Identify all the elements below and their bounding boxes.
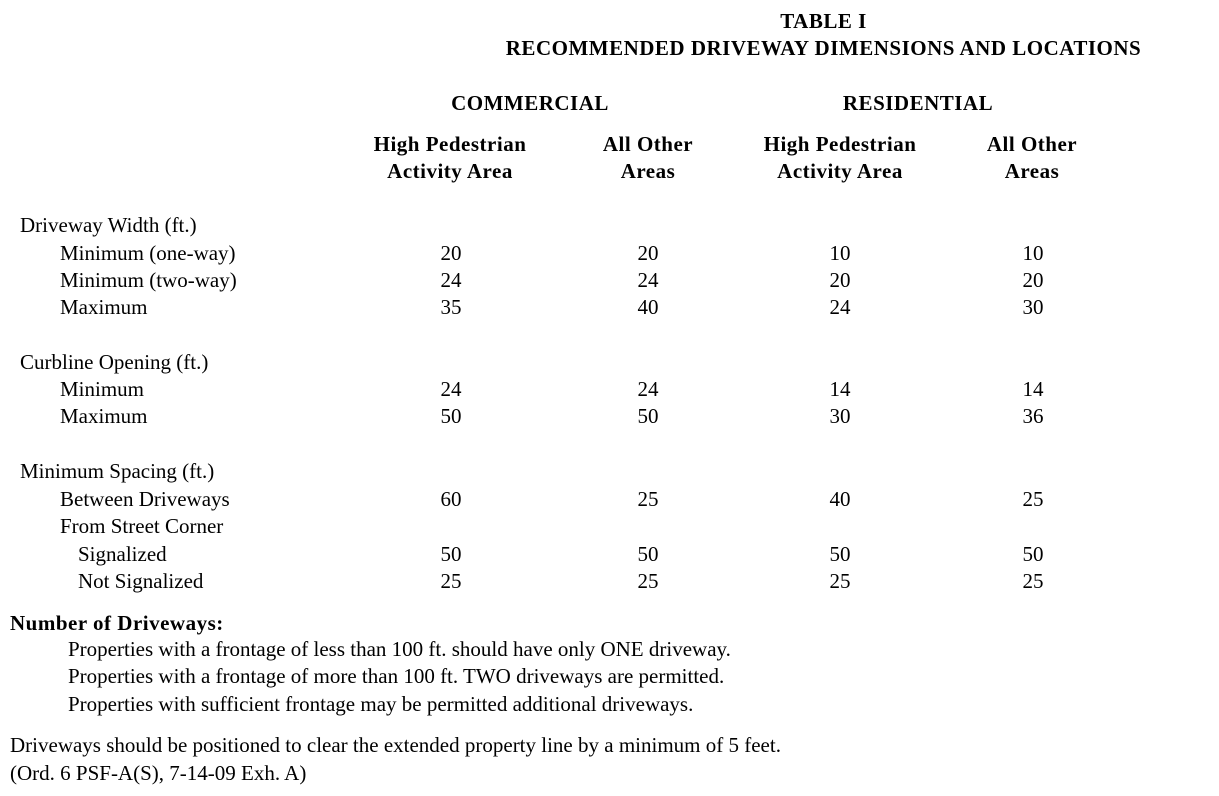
table-cell: 24: [440, 377, 462, 401]
row-label: Signalized: [78, 542, 167, 566]
column-header-line1: All Other: [986, 132, 1078, 156]
table-cell: 50: [637, 542, 659, 566]
section-label: Minimum Spacing (ft.): [20, 459, 215, 483]
table-cell: 10: [829, 241, 851, 265]
table-cell: 20: [1022, 268, 1044, 292]
table-cell: 50: [440, 404, 462, 428]
row-label: Maximum: [60, 404, 148, 428]
column-header-line2: Areas: [620, 159, 676, 183]
table-cell: 36: [1022, 404, 1044, 428]
table-cell: 10: [1022, 241, 1044, 265]
driveways-rule: Properties with sufficient frontage may be permitted additional driveways.: [68, 692, 694, 716]
column-header-line2: Activity Area: [777, 159, 903, 183]
footer-note: Driveways should be positioned to clear the extended property line by a minimum of 5 feet.: [10, 733, 781, 757]
table-cell: 50: [440, 542, 462, 566]
section-label: Driveway Width (ft.): [20, 213, 197, 237]
column-header-line2: Activity Area: [387, 159, 513, 183]
column-header-line1: High Pedestrian: [373, 132, 527, 156]
row-label: Minimum (two-way): [60, 268, 237, 292]
table-cell: 40: [637, 295, 659, 319]
table-cell: 24: [637, 268, 659, 292]
table-cell: 60: [440, 487, 462, 511]
row-label: Minimum: [60, 377, 145, 401]
table-cell: 30: [1022, 295, 1044, 319]
table-cell: 25: [1022, 487, 1044, 511]
table-cell: 14: [1022, 377, 1044, 401]
row-label: Maximum: [60, 295, 148, 319]
column-header-line1: High Pedestrian: [763, 132, 917, 156]
driveways-heading: Number of Driveways:: [10, 611, 224, 635]
ordinance-citation: (Ord. 6 PSF-A(S), 7-14-09 Exh. A): [10, 761, 307, 785]
group-header-residential: RESIDENTIAL: [842, 91, 994, 115]
row-label: Not Signalized: [78, 569, 204, 593]
table-title: TABLE I: [780, 9, 867, 33]
table-cell: 24: [637, 377, 659, 401]
table-cell: 20: [829, 268, 851, 292]
table-cell: 50: [637, 404, 659, 428]
table-cell: 25: [1022, 569, 1044, 593]
table-subtitle: RECOMMENDED DRIVEWAY DIMENSIONS AND LOCATIONS: [505, 36, 1142, 60]
table-cell: 20: [637, 241, 659, 265]
group-header-commercial: COMMERCIAL: [451, 91, 609, 115]
driveways-rule: Properties with a frontage of more than 100 ft. TWO driveways are permitted.: [68, 664, 725, 688]
table-cell: 50: [1022, 542, 1044, 566]
table-cell: 40: [829, 487, 851, 511]
table-cell: 35: [440, 295, 462, 319]
table-cell: 24: [440, 268, 462, 292]
driveways-rule: Properties with a frontage of less than 100 ft. should have only ONE driveway.: [68, 637, 731, 661]
row-label: From Street Corner: [60, 514, 224, 538]
table-cell: 50: [829, 542, 851, 566]
table-cell: 20: [440, 241, 462, 265]
table-cell: 25: [637, 569, 659, 593]
row-label: Between Driveways: [60, 487, 230, 511]
table-cell: 25: [440, 569, 462, 593]
column-header-line1: All Other: [602, 132, 694, 156]
table-cell: 24: [829, 295, 851, 319]
row-label: Minimum (one-way): [60, 241, 236, 265]
table-cell: 30: [829, 404, 851, 428]
table-cell: 25: [829, 569, 851, 593]
column-header-line2: Areas: [1004, 159, 1060, 183]
table-cell: 14: [829, 377, 851, 401]
table-cell: 25: [637, 487, 659, 511]
section-label: Curbline Opening (ft.): [20, 350, 209, 374]
